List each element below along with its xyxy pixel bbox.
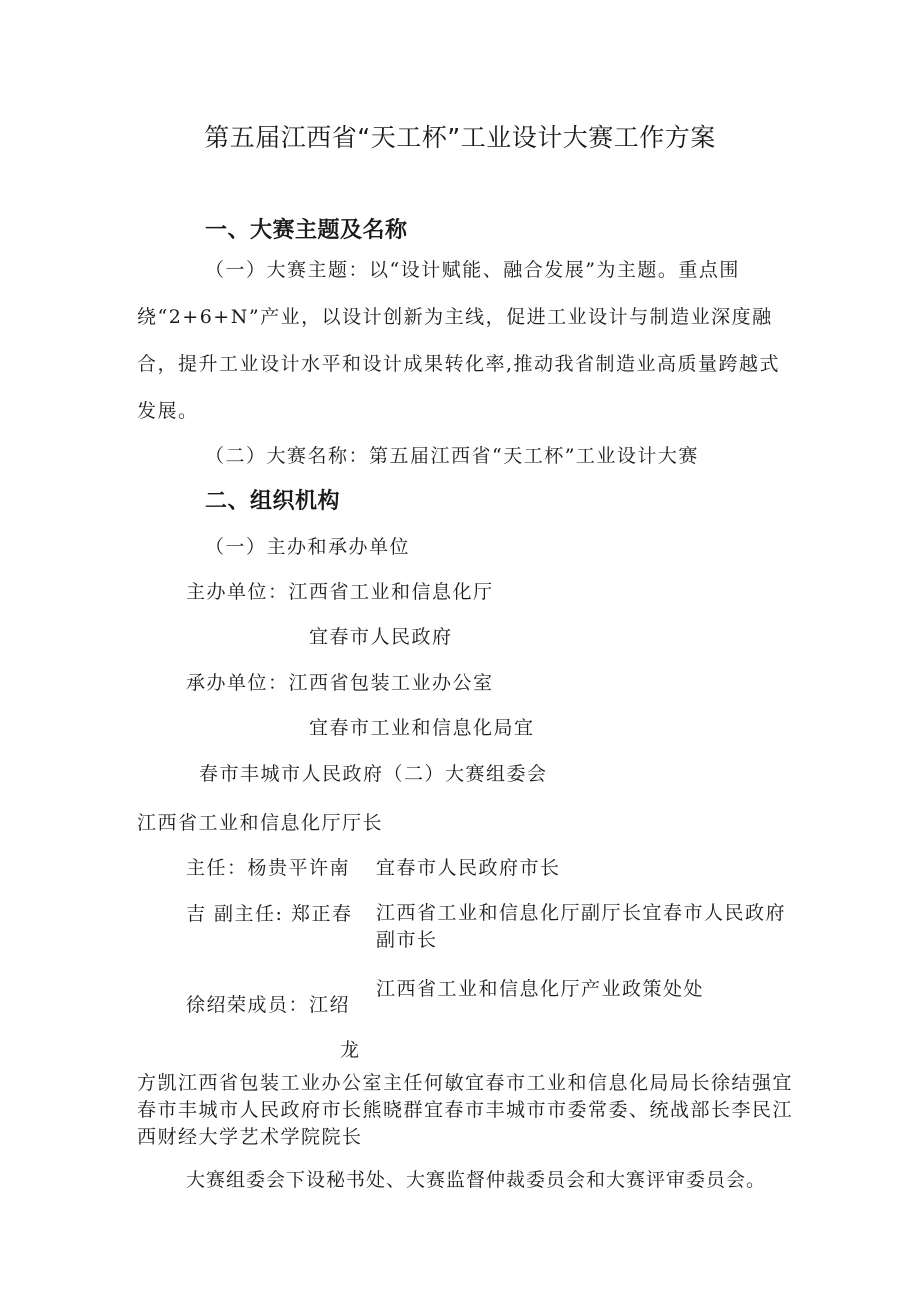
organizer-unit-2: 宜春市工业和信息化局宜 [309,717,535,739]
vice-director-role: 江西省工业和信息化厅副厅长宜春市人民政府副市长 [376,902,787,951]
committee-line: 江西省工业和信息化厅厅长 [137,812,384,834]
closing-line: 大赛组委会下设秘书处、大赛监督仲裁委员会和大赛评审委员会。 [186,1169,767,1191]
organizer-unit-line: 承办单位：江西省包装工业办公室 [186,672,494,694]
subheading-hosts: （一）主办和承办单位 [205,536,411,558]
section-heading-organization: 二、组织机构 [205,489,341,514]
members-paragraph: 方凯江西省包装工业办公室主任何敏宜春市工业和信息化局局长徐结强宜春市丰城市人民政府市长熊晓群宜春市丰城市市委常委、统战部长李民江西财经大学艺术学院院长 [137,1072,794,1148]
member-role: 江西省工业和信息化厅产业政策处处 [376,978,705,1000]
host-unit-line: 主办单位：江西省工业和信息化厅 [186,581,494,603]
contest-name-line: （二）大赛名称：第五届江西省“天工杯”工业设计大赛 [205,445,699,467]
vice-director-name: 吉 副主任: 郑正春 [186,903,353,925]
organizer-unit-3: 春市丰城市人民政府（二）大赛组委会 [199,763,548,785]
member-tail: 龙 [340,1039,361,1061]
director-role: 宜春市人民政府市长 [376,857,561,879]
host-unit-2: 宜春市人民政府 [309,626,453,648]
member-name: 徐绍荣成员：江绍 [186,994,351,1016]
theme-paragraph: （一）大赛主题：以“设计赋能、融合发展”为主题。重点围绕“2+6+N”产业，以设计创新为主线，促进工业设计与制造业深度融合，提升工业设计水平和设计成果转化率,推动我省制造业高质量跨越式发展。 [137,259,781,422]
page-title: 第五届江西省“天工杯”工业设计大赛工作方案 [204,123,716,152]
section-heading-theme: 一、大赛主题及名称 [205,218,408,243]
director-name: 主任：杨贵平许南 [186,857,351,879]
